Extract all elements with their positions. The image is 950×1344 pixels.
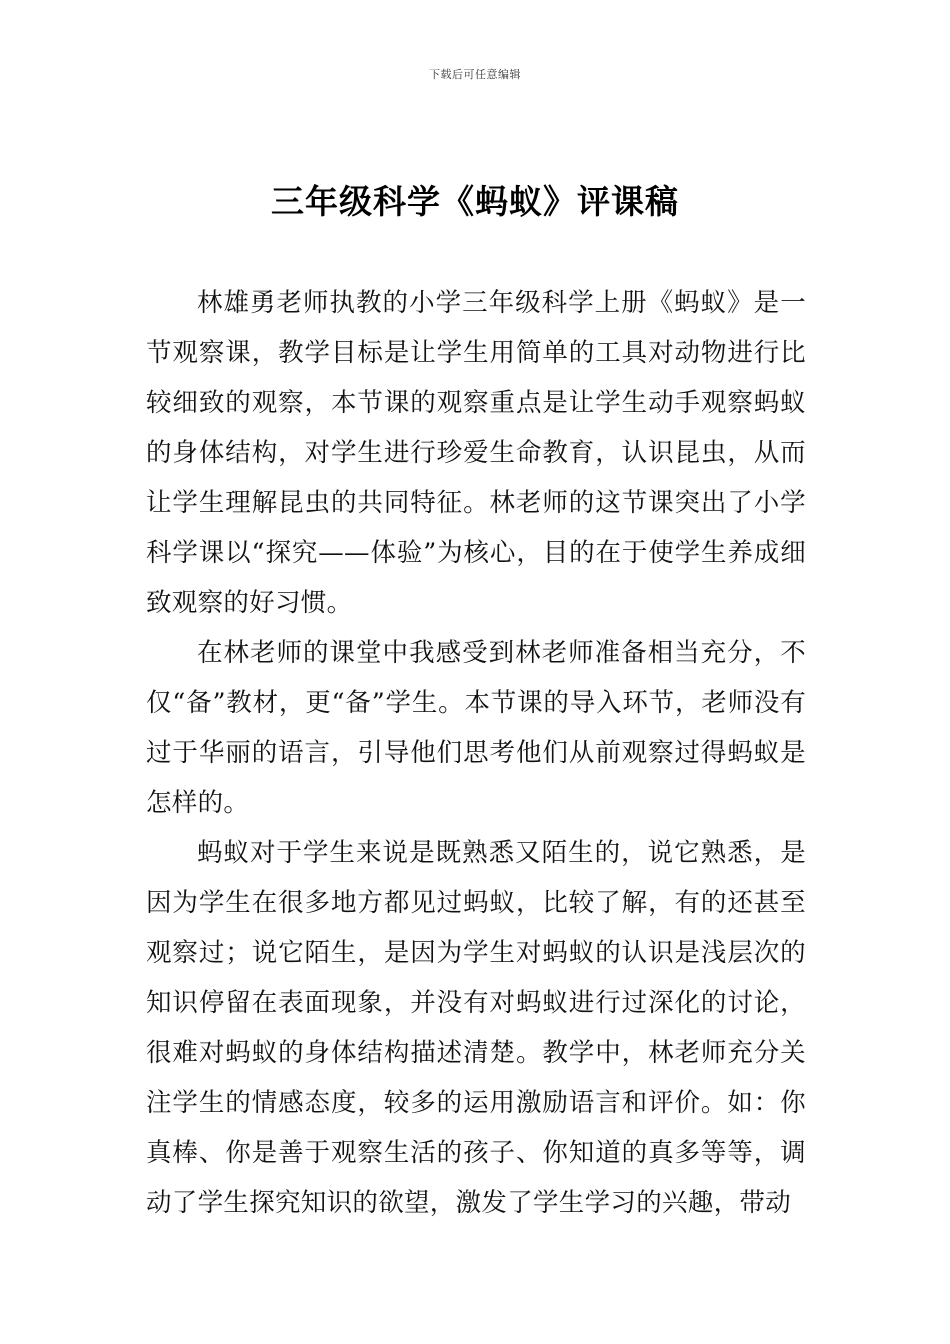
document-title: 三年级科学《蚂蚁》评课稿 [271, 182, 679, 221]
paragraph-2: 在林老师的课堂中我感受到林老师准备相当充分，不仅“备”教材，更“备”学生。本节课的导入环节，老师没有过于华丽的语言，引导他们思考他们从前观察过得蚂蚁是怎样的。 [146, 638, 806, 818]
paragraph-3: 蚂蚁对于学生来说是既熟悉又陌生的，说它熟悉，是因为学生在很多地方都见过蚂蚁，比较了解，有的还甚至观察过；说它陌生，是因为学生对蚂蚁的认识是浅层次的知识停留在表面现象，并没有对蚂蚁进行过深化的讨论，很难对蚂蚁的身体结构描述清楚。教学中，林老师充分关注学生的情感态度，较多的运用激励语言和评价。如：你真棒、你是善于观察生活的孩子、你知道的真多等等，调动了学生探究知识的欲望，激发了学生学习的兴趣，带动 [146, 838, 806, 1218]
document-body [146, 278, 806, 1228]
header-note: 下载后可任意编辑 [429, 68, 521, 81]
paragraph-1: 林雄勇老师执教的小学三年级科学上册《蚂蚁》是一节观察课，教学目标是让学生用简单的工具对动物进行比较细致的观察，本节课的观察重点是让学生动手观察蚂蚁的身体结构，对学生进行珍爱生命教育，认识昆虫，从而让学生理解昆虫的共同特征。林老师的这节课突出了小学科学课以“探究——体验”为核心，目的在于使学生养成细致观察的好习惯。 [146, 288, 806, 618]
